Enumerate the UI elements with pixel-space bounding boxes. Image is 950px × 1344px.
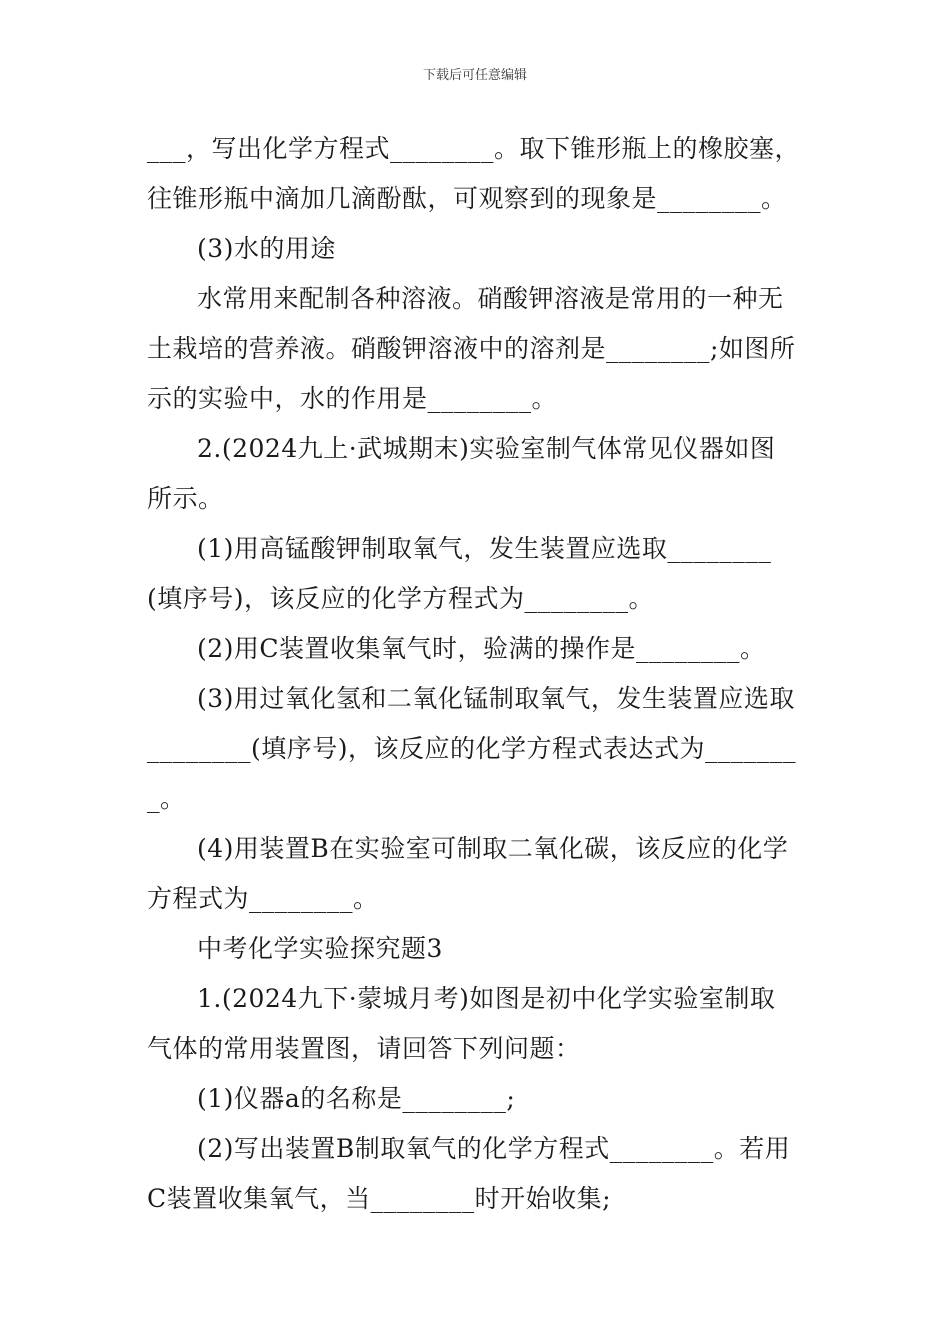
page-header: 下载后可任意编辑 [422,68,527,83]
question-2-part-1: (1)用高锰酸钾制取氧气，发生装置应选取________ [197,534,772,563]
question-2-part-3: (3)用过氧化氢和二氧化锰制取氧气，发生装置应选取 [197,684,795,713]
question-1-stem: 1.(2024九下·蒙城月考)如图是初中化学实验室制取 [197,984,776,1013]
question-1-part-1: (1)仪器a的名称是________; [197,1084,516,1113]
text-line-8: 所示。 [147,484,224,513]
text-line-10: (填序号)，该反应的化学方程式为________。 [147,584,655,613]
text-line-2: 往锥形瓶中滴加几滴酚酞，可观察到的现象是________。 [147,184,787,213]
text-line-1: ___，写出化学方程式________。取下锥形瓶上的橡胶塞， [147,134,801,163]
text-line-19: 气体的常用装置图，请回答下列问题： [147,1034,581,1063]
question-2-part-4: (4)用装置B在实验室可制取二氧化碳，该反应的化学 [197,834,789,863]
question-1-part-2: (2)写出装置B制取氧气的化学方程式________。若用 [197,1134,791,1163]
text-line-16: 方程式为________。 [147,884,379,913]
text-line-13: ________(填序号)，该反应的化学方程式表达式为_______ [147,734,797,763]
section-title: 中考化学实验探究题3 [197,934,443,963]
subsection-heading: (3)水的用途 [197,234,336,263]
text-line-5: 土栽培的营养液。硝酸钾溶液中的溶剂是________;如图所 [147,334,796,363]
text-line-6: 示的实验中，水的作用是________。 [147,384,558,413]
text-line-14: _。 [147,784,186,813]
question-2-stem: 2.(2024九上·武城期末)实验室制气体常见仪器如图 [197,434,776,463]
text-line-22: C装置收集氧气，当________时开始收集; [147,1184,612,1213]
text-line-4: 水常用来配制各种溶液。硝酸钾溶液是常用的一种无 [197,284,784,313]
question-2-part-2: (2)用C装置收集氧气时，验满的操作是________。 [197,634,766,663]
